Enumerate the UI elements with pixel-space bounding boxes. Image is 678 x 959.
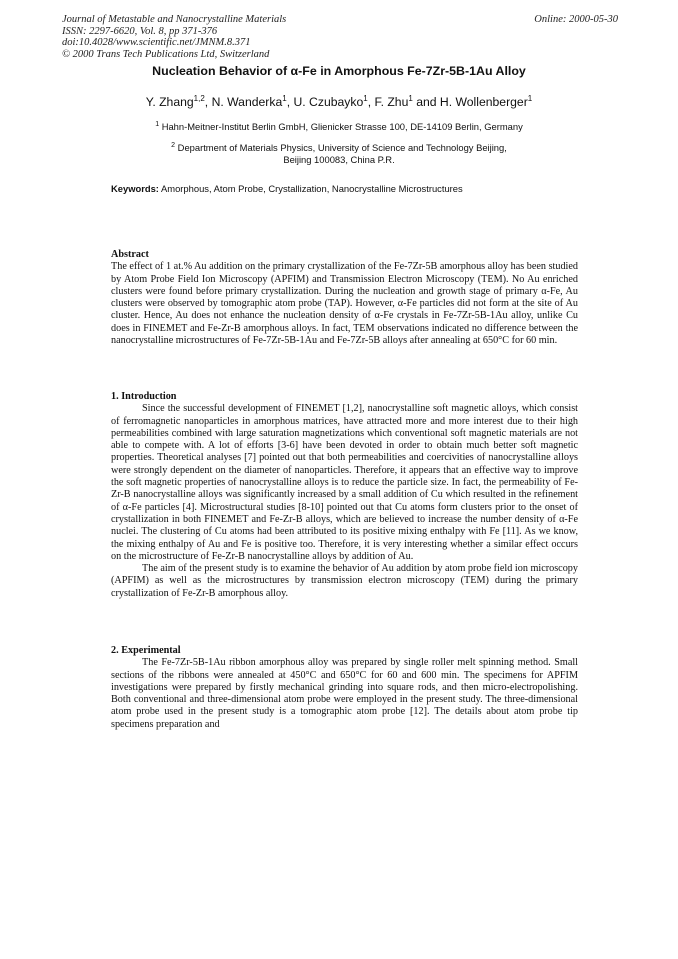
experimental-section <box>111 645 578 731</box>
journal-header <box>62 14 618 60</box>
introduction-section <box>111 391 578 600</box>
author: U. Czubayko$^1$, <box>293 94 375 110</box>
introduction-paragraph: The aim of the present study is to examine the behavior of Au addition by atom probe field ion microscopy (APFIM) as well as the microstructures by transmission electron microscopy (TEM) during the primary crystallization of Fe-Zr-B amorphous alloy. <box>111 563 579 599</box>
affiliation-1: $^1$ Hahn-Meitner-Institut Berlin GmbH, Glienicker Strasse 100, DE-14109 Berlin, Germany <box>155 121 523 133</box>
author: H. Wollenberger$^1$ <box>439 94 533 110</box>
copyright-line: © 2000 Trans Tech Publications Ltd, Switzerland <box>62 48 270 60</box>
experimental-heading: 2. Experimental <box>111 645 181 656</box>
journal-name: Journal of Metastable and Nanocrystalline Materials <box>62 14 287 25</box>
keywords-label: Keywords: <box>111 183 159 194</box>
abstract-heading: Abstract <box>111 249 149 260</box>
introduction-paragraph: Since the successful development of FINEMET [1,2], nanocrystalline soft magnetic alloys, which consist of ferromagnetic nanoparticles in amorphous matrices, have attracted more and more interest due to their high permeabilities combined with large saturation magnetizations which conventional soft magnetic materials are not able to compete with. A lot of efforts [3-6] have been devoted in order to obtain much better soft magnetic properties. Theoretical analyses [7] pointed out that both permeabilities and coercivities of nanocrystalline alloys were strongly dependent on the diameter of nanoparticles. Therefore, it appears that an effective way to improve the soft magnetic properties of nanocrystalline alloys is to reduce the particle size. In fact, the permeability of Fe-Zr-B nanocrystalline alloys was significantly increased by a small addition of Cu which resulted in the refinement of α-Fe particles [4]. Microstructural studies [8-10] pointed out that Cu atoms form clusters prior to the onset of crystallization in both FINEMET and Fe-Zr-B alloys, which are believed to increase the number density of α-Fe nuclei. The clustering of Cu atoms had been attributed to its positive mixing enthalpy with Fe [11]. As we know, the mixing enthalpy of Au and Fe is positive too. Therefore, it is very interesting whether a similar effect occurs on the microstructure of Fe-Zr-B nanocrystalline alloys by addition of Au. <box>111 403 579 562</box>
experimental-paragraph: The Fe-7Zr-5B-1Au ribbon amorphous alloy was prepared by single roller melt spinning method. Small sections of the ribbons were annealed at 450°C and 650°C for 60 and 600 min. The specimens for APFIM investigations were prepared by firstly mechanical grinding into square rods, and then micro-electropolishing. Both conventional and three-dimensional atom probe were employed in the present study. The three-dimensional atom probe used in the present study is a tomographic atom probe [12]. The details about atom probe tip specimens preparation and <box>111 657 579 730</box>
keywords <box>111 183 631 194</box>
abstract-text: The effect of 1 at.% Au addition on the primary crystallization of the Fe-7Zr-5B amorphous alloy has been studied by Atom Probe Field Ion Microscopy (APFIM) and Transmission Electron Microscopy (TEM). No Au enriched clusters were found before primary crystallization. During the nucleation and growth stage of primary α-Fe, Au clusters were observed by tomographic atom probe (TAP). However, α-Fe particles did not form at the site of Au cluster. Hence, Au does not enhance the nucleation density of α-Fe crystals in Fe-7Zr-5B-1Au alloy, unlike Cu does in FINEMET and Fe-Zr-B amorphous alloys. In fact, TEM observations indicated no difference between the nanocrystalline microstructures of Fe-7Zr-5B-1Au and Fe-7Zr-5B alloys after annealing at 650°C for 60 min. <box>111 261 579 347</box>
doi-line: doi:10.4028/www.scientific.net/JMNM.8.371 <box>62 37 251 49</box>
affiliation-2: $^2$ Department of Materials Physics, University of Science and Technology Beijing, Beijing 100083, China P.R. <box>171 142 507 166</box>
abstract-section <box>111 249 578 347</box>
author-list <box>0 94 678 109</box>
author: N. Wanderka$^1$, <box>211 94 294 110</box>
issn-line: ISSN: 2297-6620, Vol. 8, pp 371-376 <box>62 25 218 37</box>
online-date: Online: 2000-05-30 <box>534 14 618 25</box>
keywords-text: Amorphous, Atom Probe, Crystallization, Nanocrystalline Microstructures <box>158 183 463 194</box>
paper-title: Nucleation Behavior of α-Fe in Amorphous Fe-7Zr-5B-1Au Alloy <box>152 64 526 78</box>
author: Y. Zhang$^{1,2}$, <box>145 94 212 110</box>
introduction-heading: 1. Introduction <box>111 391 177 402</box>
author: F. Zhu$^1$ and <box>374 94 440 110</box>
